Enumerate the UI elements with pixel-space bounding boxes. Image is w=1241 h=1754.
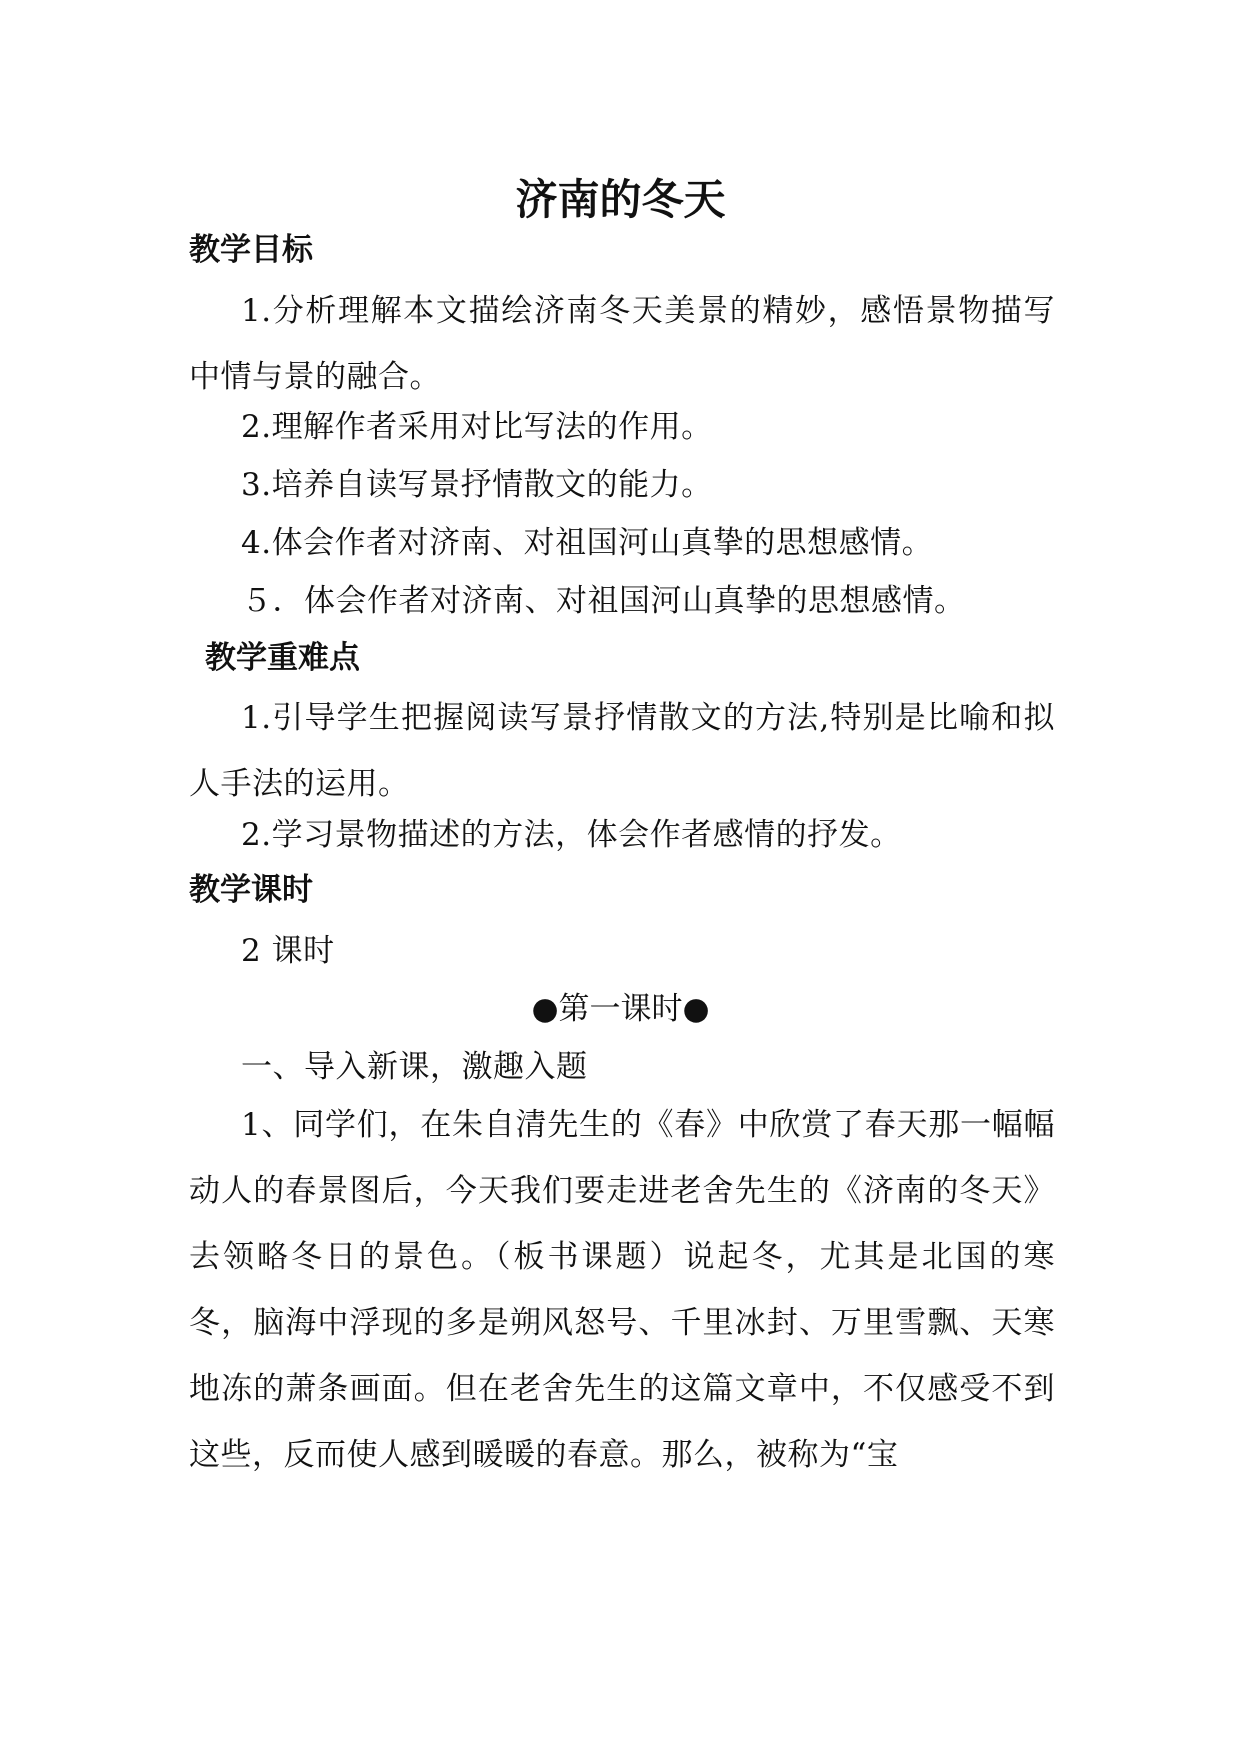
objective-item: 1.分析理解本文描绘济南冬天美景的精妙，感悟景物描写中情与景的融合。 [189, 293, 1055, 395]
key-point-item: 2.学习景物描述的方法，体会作者感情的抒发。 [241, 817, 902, 853]
objective-item: ５．体会作者对济南、对祖国河山真挚的思想感情。 [241, 583, 966, 619]
section-heading-objectives: 教学目标 [189, 232, 313, 268]
step-heading: 一、导入新课，激趣入题 [241, 1049, 588, 1085]
lesson-label: ●第一课时● [531, 991, 710, 1027]
objective-item: 2.理解作者采用对比写法的作用。 [241, 409, 713, 445]
key-point-item: 1.引导学生把握阅读写景抒情散文的方法,特别是比喻和拟人手法的运用。 [189, 700, 1055, 802]
lesson-hours: 2 课时 [241, 933, 335, 969]
section-heading-key-points: 教学重难点 [205, 640, 360, 676]
objective-item: 3.培养自读写景抒情散文的能力。 [241, 467, 713, 503]
document-title: 济南的冬天 [515, 175, 726, 224]
intro-paragraph: 1、同学们，在朱自清先生的《春》中欣赏了春天那一幅幅动人的春景图后，今天我们要走进老舍先生的《济南的冬天》去领略冬日的景色。（板书课题）说起冬，尤其是北国的寒冬，脑海中浮现的多是朔风怒号、千里冰封、万里雪飘、天寒地冻的萧条画面。但在老舍先生的这篇文章中，不仅感受不到这些，反而使人感到暖暖的春意。那么，被称为“宝 [189, 1107, 1055, 1473]
section-heading-hours: 教学课时 [189, 872, 313, 908]
objective-item: 4.体会作者对济南、对祖国河山真挚的思想感情。 [241, 525, 934, 561]
